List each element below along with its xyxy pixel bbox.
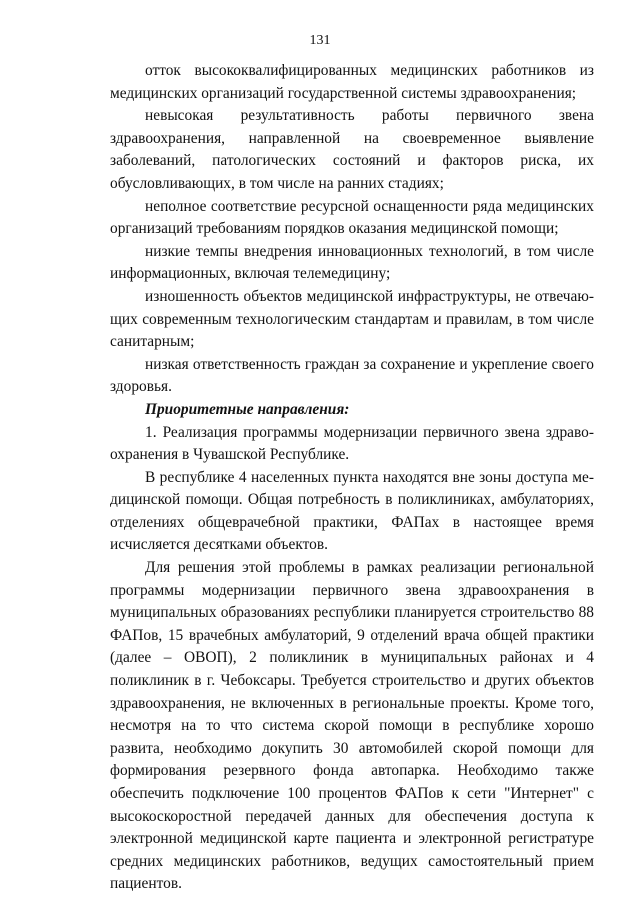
paragraph-modernization-program: 1. Реализация программы модернизации первичного звена здравоохранения в Чувашской Республике. [110,423,594,464]
list-item-resource-equipment: неполное соответствие ресурсной оснащенности ряда медицинских организаций требованиям порядков оказания медицинской помощи; [110,197,594,238]
list-item-citizen-responsibility: низкая ответственность граждан за сохранение и укрепление своего здоровья. [110,355,594,396]
body-text [110,60,594,896]
section-heading: Приоритетные направления: [145,400,350,418]
paragraph-construction-plan: Для решения этой проблемы в рамках реализации региональной программы модернизации первичного звена здравоохранения в муниципальных образованиях республики планируется строительство 88 ФАПов, 15 врачебных амбулаторий, 9 отделений врача общей практики (далее – ОВОП), 2 поликлиник в муниципальных районах и 4 поликлиник в г. Чебоксары. Требуется строительство и других объектов здравоохранения, не включенных в региональные проекты. Кроме того, несмотря на то что система скорой помощи в республике хорошо развита, необходимо докупить 30 автомобилей скорой помощи для формирования резервного фонда автопарка. Необходимо также обеспечить подключение 100 процентов ФАПов к сети "Интернет" с высокоскоростной передачей данных для обеспечения доступа к электронной медицинской карте пациента и электронной регистратуре средних медицинских работников, ведущих самостоятельный прием пациентов. [110,559,594,893]
list-item-primary-care-effectiveness: невысокая результативность работы первичного звена здравоохранения, направленной на своевременное выявление заболеваний, патологических состояний и факторов риска, их обусловливающих, в том числе на ранних стадиях; [110,107,594,192]
paragraph-access-zones: В республике 4 населенных пункта находятся вне зоны доступа медицинской помощи. Общая потребность в поликлиниках, амбулаториях, отделениях общеврачебной практики, ФАПах в настоящее время исчисляется десятками объектов. [110,468,594,554]
page-number: 131 [309,33,331,48]
list-item-innovation-pace: низкие темпы внедрения инновационных технологий, в том числе информационных, включая телемедицину; [110,242,594,283]
list-item-staff-outflow: отток высококвалифицированных медицинских работников из медицинских организаций государственной системы здравоохранения; [110,62,594,102]
list-item-infrastructure-wear: изношенность объектов медицинской инфраструктуры, не отвечающих современным технологическим стандартам и правилам, в том числе санитарным; [110,287,594,351]
